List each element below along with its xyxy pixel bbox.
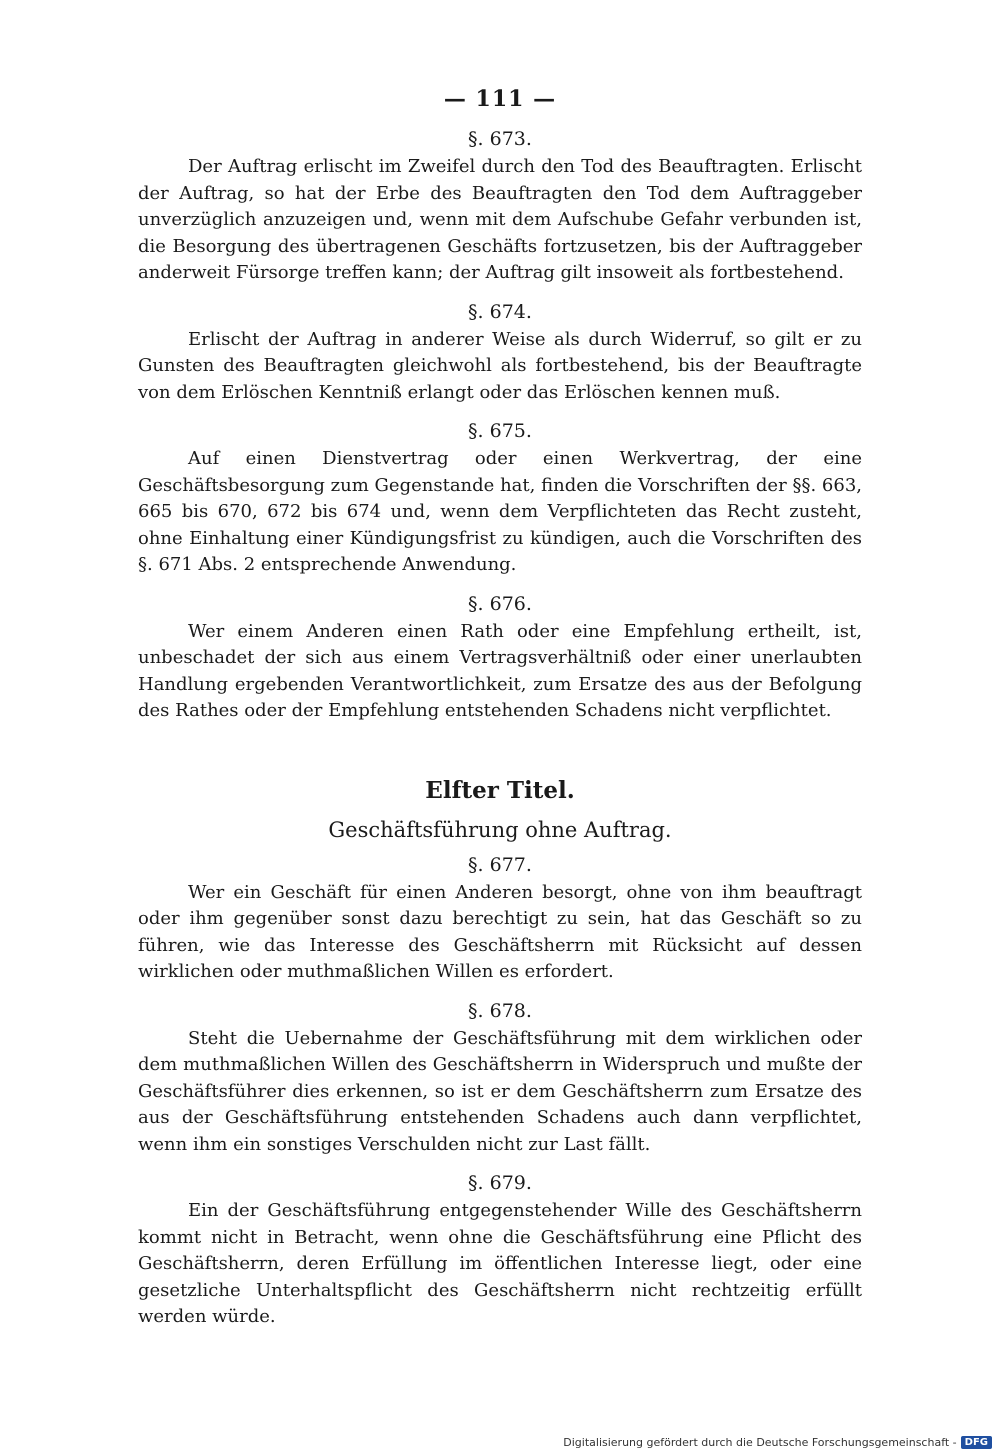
- paragraph-number: §. 674.: [468, 300, 532, 323]
- paragraph-text: Steht die Uebernahme der Geschäftsführung mit dem wirklichen oder dem muthmaßlichen Willen des Geschäftsherrn in Widerspruch und mußte der Geschäftsführer dies erkennen, so ist er dem Geschäftsherrn zum Ersatze des aus der Geschäftsführung entstehenden Schadens auch dann verpflichtet, wenn ihm ein sonstiges Verschulden nicht zur Last fällt.: [138, 1027, 862, 1155]
- paragraph-number: §. 675.: [468, 420, 532, 442]
- footer-text: Digitalisierung gefördert durch die Deutsche Forschungsgemeinschaft -: [563, 1436, 957, 1449]
- dfg-logo-icon: DFG: [961, 1436, 992, 1449]
- paragraph-text: Erlischt der Auftrag in anderer Weise als durch Widerruf, so gilt er zu Gunsten des Beauftragten gleichwohl als fortbestehend, bis der Beauftragte von dem Erlöschen Kenntniß erlangt oder das Erlöschen kennen muß.: [138, 328, 862, 403]
- title-heading: Elfter Titel.: [425, 776, 575, 804]
- paragraph-text: Auf einen Dienstvertrag oder einen Werkvertrag, der eine Geschäftsbesorgung zum Gegenstande hat, finden die Vorschriften der §§. 663, 665 bis 670, 672 bis 674 und, wenn dem Verpflichteten das Recht zusteht, ohne Einhaltung einer Kündigungsfrist zu kündigen, auch die Vorschriften des §. 671 Abs. 2 entsprechende Anwendung.: [138, 448, 862, 575]
- section-677: [138, 854, 862, 986]
- document-page: [138, 86, 862, 1345]
- section-678: [138, 1000, 862, 1159]
- subtitle-heading: Geschäftsführung ohne Auftrag.: [328, 817, 672, 842]
- paragraph-text: Der Auftrag erlischt im Zweifel durch den Tod des Beauftragten. Erlischt der Auftrag, so hat der Erbe des Beauftragten den Tod dem Auftraggeber unverzüglich anzuzeigen und, wenn mit dem Aufschube Gefahr verbunden ist, die Besorgung des übertragenen Geschäfts fortzusetzen, bis der Auftraggeber anderweit Fürsorge treffen kann; der Auftrag gilt insoweit als fortbestehend.: [138, 156, 862, 283]
- paragraph-number: §. 676.: [468, 592, 532, 615]
- paragraph-number: §. 673.: [468, 128, 532, 150]
- section-675: [138, 420, 862, 579]
- paragraph-text: Wer einem Anderen einen Rath oder eine Empfehlung ertheilt, ist, unbeschadet der sich aus einem Vertragsverhältniß oder einer unerlaubten Handlung ergebenden Verantwortlichkeit, zum Ersatze des aus der Befolgung des Rathes oder der Empfehlung entstehenden Schadens nicht verpflichtet.: [138, 620, 862, 721]
- paragraph-number: §. 678.: [468, 999, 532, 1022]
- section-679: [138, 1172, 862, 1331]
- page-number: — 111 —: [443, 86, 557, 112]
- paragraph-text: Wer ein Geschäft für einen Anderen besorgt, ohne von ihm beauftragt oder ihm gegenüber sonst dazu berechtigt zu sein, hat das Geschäft so zu führen, wie das Interesse des Geschäftsherrn mit Rücksicht auf dessen wirklichen oder muthmaßlichen Willen es erfordert.: [138, 881, 862, 982]
- paragraph-number: §. 677.: [468, 853, 532, 876]
- section-676: [138, 593, 862, 725]
- section-674: [138, 301, 862, 407]
- paragraph-text: Ein der Geschäftsführung entgegenstehender Wille des Geschäftsherrn kommt nicht in Betracht, wenn ohne die Geschäftsführung eine Pflicht des Geschäftsherrn, deren Erfüllung im öffentlichen Interesse liegt, oder eine gesetzliche Unterhaltspflicht des Geschäftsherrn nicht rechtzeitig erfüllt werden würde.: [138, 1200, 862, 1327]
- paragraph-number: §. 679.: [468, 1172, 532, 1194]
- digitization-footer: [563, 1436, 992, 1449]
- section-673: [138, 128, 862, 287]
- spacer: [138, 739, 862, 777]
